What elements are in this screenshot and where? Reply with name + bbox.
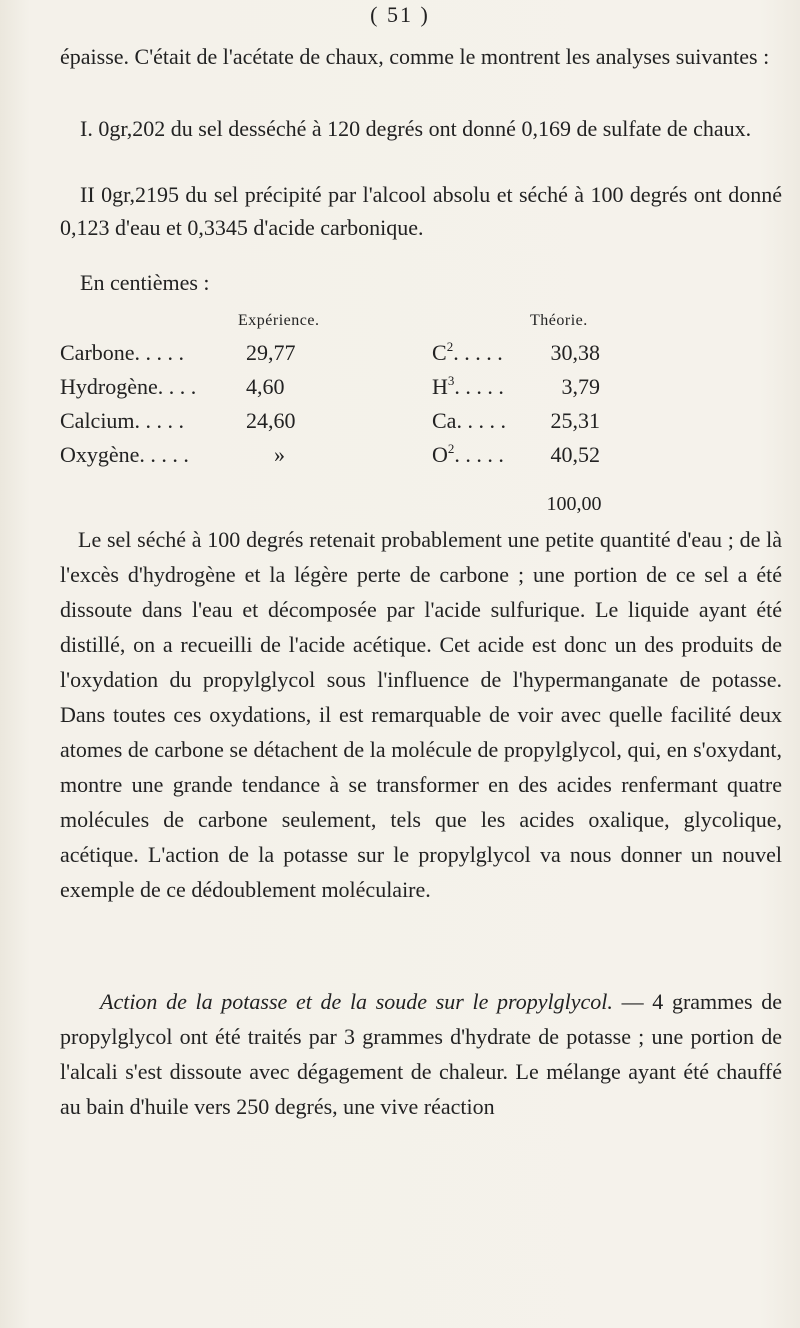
theory-value: 30,38 xyxy=(550,340,600,365)
element-name: Oxygène. . . . . xyxy=(60,442,189,467)
formula-symbol: $H^3$. . . . . xyxy=(432,373,504,399)
section-text: — 4 grammes de propylglycol ont été traités par 3 grammes d'hydrate de potasse ; une portion de l'alcali s'est dissoute avec dégagement de chaleur. Le mélange ayant été chauffé au bain d'huile vers 250 degrés, une vive réaction xyxy=(60,989,783,1119)
analysis-two-text: II 0gr,2195 du sel précipité par l'alcool absolu et séché à 100 degrés ont donné 0,123 d'eau et 0,3345 d'acide carbonique. xyxy=(60,182,782,240)
theory-total: 100,00 xyxy=(546,493,602,515)
experience-value: 24,60 xyxy=(246,408,296,433)
analysis-two xyxy=(60,178,782,244)
element-name: Carbone. . . . . xyxy=(60,340,185,365)
experience-value: 29,77 xyxy=(246,340,296,365)
en-centiemes-label: En centièmes : xyxy=(80,270,210,295)
table-row xyxy=(60,374,780,402)
discussion-paragraph: Le sel séché à 100 degrés retenait probablement une petite quantité d'eau ; de là l'excès d'hydrogène et la légère perte de carbone ; une portion de ce sel a été dissoute dans l'eau et décomposée par l'acide sulfurique. Le liquide ayant été distillé, on a recueilli de l'acide acétique. Cet acide est donc un des produits de l'oxydation du propylglycol sous l'influence de l'hypermanganate de potasse. Dans toutes ces oxydations, il est remarquable de voir avec quelle facilité deux atomes de carbone se détachent de la molécule de propylglycol, qui, en s'oxydant, montre une grande tendance à se transformer en des acides renfermant quatre molécules de carbone seulement, tels que les acides oxalique, glycolique, acétique. L'action de la potasse sur le propylglycol va nous donner un nouvel exemple de ce dédoublement moléculaire. xyxy=(60,527,782,902)
element-name: Hydrogène. . . . xyxy=(60,374,197,399)
table-row xyxy=(60,442,780,470)
formula-symbol: Ca. . . . . xyxy=(432,408,506,433)
theory-value: 40,52 xyxy=(550,442,600,467)
experience-value: » xyxy=(274,442,285,467)
formula-symbol: $O^2$. . . . . xyxy=(432,441,504,467)
table-row xyxy=(60,408,780,436)
theorie-heading: Théorie. xyxy=(530,312,588,329)
experience-value: 4,60 xyxy=(246,374,285,399)
formula-symbol: $C^2$. . . . . xyxy=(432,339,503,365)
table-row xyxy=(60,340,780,368)
section-paragraph xyxy=(60,984,782,1124)
experience-heading: Expérience. xyxy=(238,312,320,329)
page-number: ( 51 ) xyxy=(370,2,430,27)
analysis-one-text: I. 0gr,202 du sel desséché à 120 degrés ont donné 0,169 de sulfate de chaux. xyxy=(80,116,752,141)
section-title: Action de la potasse et de la soude sur le propylglycol. xyxy=(100,989,613,1014)
analysis-one xyxy=(60,112,782,145)
element-name: Calcium. . . . . xyxy=(60,408,185,433)
theory-value: 3,79 xyxy=(561,374,600,399)
intro-paragraph: épaisse. C'était de l'acétate de chaux, comme le montrent les analyses suivantes : xyxy=(60,44,770,69)
theory-value: 25,31 xyxy=(550,408,600,433)
